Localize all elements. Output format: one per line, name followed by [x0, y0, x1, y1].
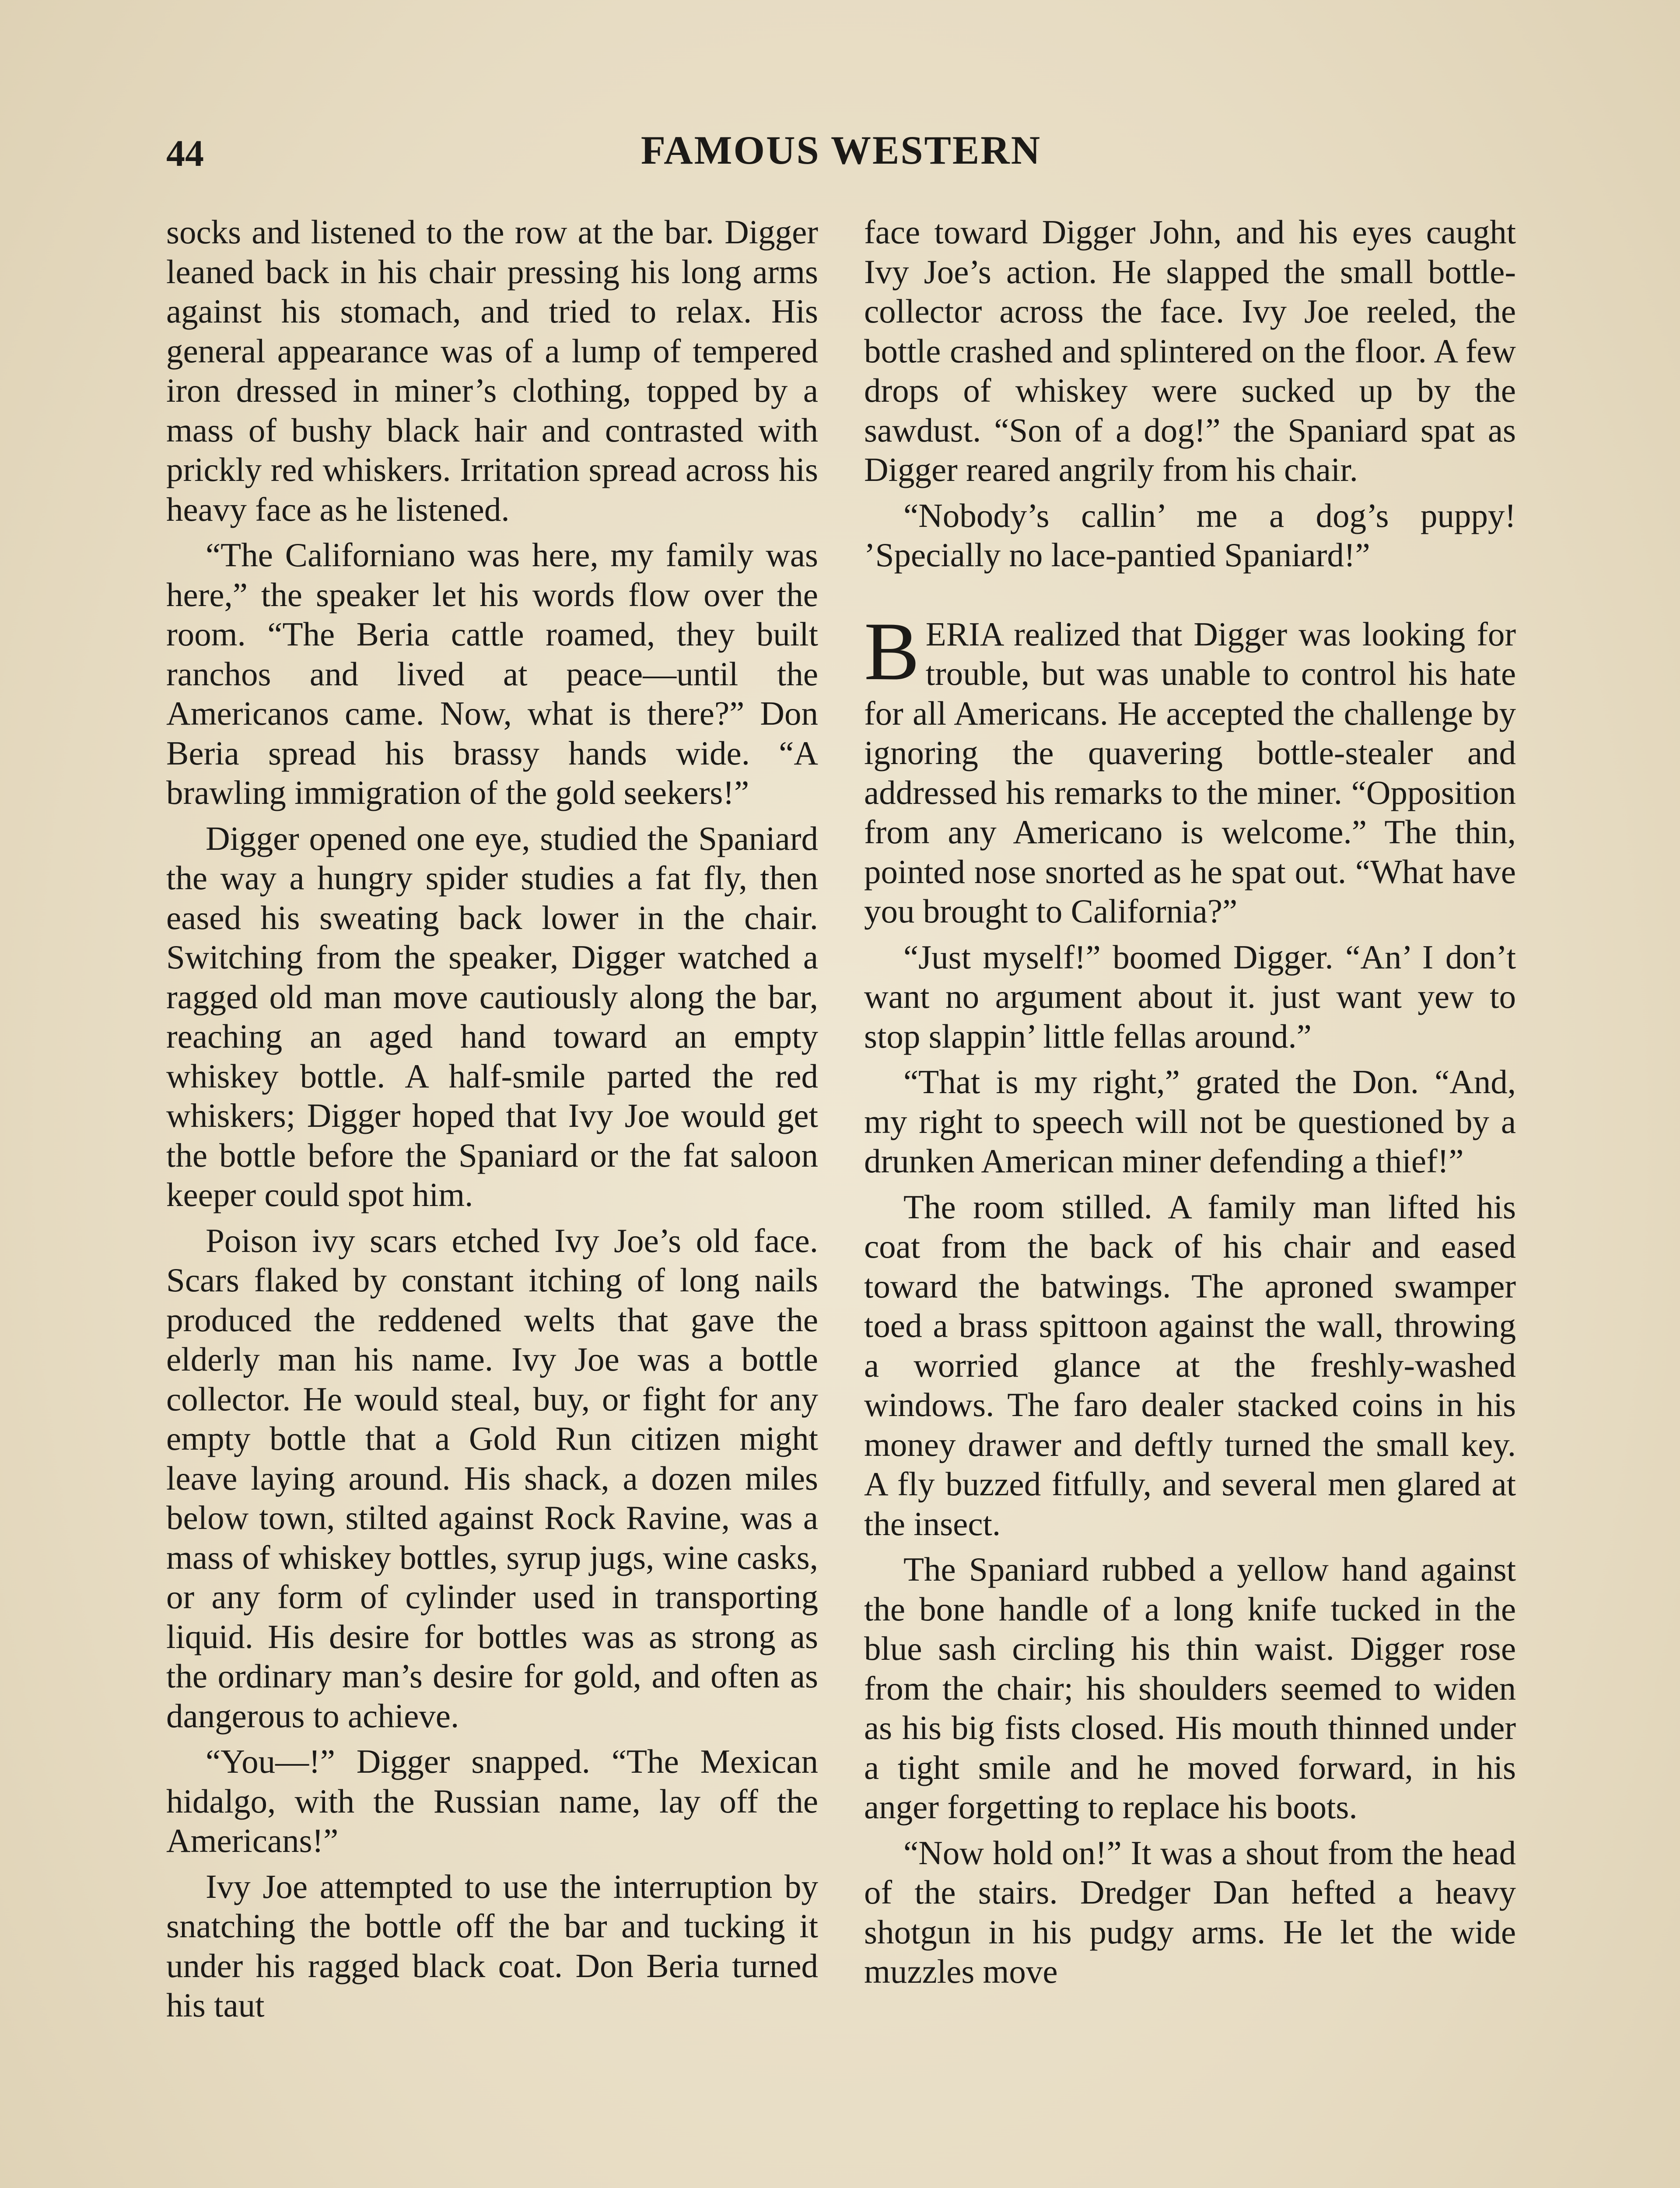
- right-column: [864, 212, 1516, 2188]
- drop-cap: B: [864, 605, 920, 698]
- paragraph: Ivy Joe attempted to use the interruption by snatching the bottle off the bar and tucking it under his ragged black coat. Don Beria turned his taut: [166, 1867, 818, 2024]
- paragraph: Poison ivy scars etched Ivy Joe’s old face. Scars flaked by constant itching of long nails produced the reddened welts that gave the elderly man his name. Ivy Joe was a bottle collector. He would steal, buy, or fight for any empty bottle that a Gold Run citizen might leave laying around. His shack, a dozen miles below town, stilted against Rock Ravine, was a mass of whiskey bottles, syrup jugs, wine casks, or any form of cylinder used in transporting liquid. His desire for bottles was as strong as the ordinary man’s desire for gold, and often as dangerous to achieve.: [166, 1221, 818, 1735]
- paragraph: socks and listened to the row at the bar. Digger leaned back in his chair pressing his long arms against his stomach, and tried to relax. His general appearance was of a lump of tempered iron dressed in miner’s clothing, topped by a mass of bushy black hair and contrasted with prickly red whiskers. Irritation spread across his heavy face as he listened.: [166, 213, 818, 528]
- paragraph: “The Californiano was here, my family was here,” the speaker let his words flow over the room. “The Beria cattle roamed, they built ranchos and lived at peace—until the Americanos came. Now, what is there?” Don Beria spread his brassy hands wide. “A brawling immigration of the gold seekers!”: [166, 536, 818, 811]
- section-opening-paragraph: [864, 605, 1516, 931]
- paragraph: “You—!” Digger snapped. “The Mexican hidalgo, with the Russian name, lay off the Americans!”: [166, 1743, 818, 1859]
- left-column: [166, 212, 818, 2188]
- paragraph: “That is my right,” grated the Don. “And, my right to speech will not be questioned by a drunken American miner defending a thief!”: [864, 1063, 1516, 1180]
- paragraph: The Spaniard rubbed a yellow hand against the bone handle of a long knife tucked in the blue sash circling his thin waist. Digger rose from the chair; his shoulders seemed to widen as his big fists closed. His mouth thinned under a tight smile and he moved forward, in his anger forgetting to replace his boots.: [864, 1550, 1516, 1826]
- paragraph: “Just myself!” boomed Digger. “An’ I don’t want no argument about it. just want yew to stop slappin’ little fellas around.”: [864, 938, 1516, 1055]
- paragraph: Digger opened one eye, studied the Spaniard the way a hungry spider studies a fat fly, then eased his sweating back lower in the chair. Switching from the speaker, Digger watched a ragged old man move cautiously along the bar, reaching an aged hand toward an empty whiskey bottle. A half-smile parted the red whiskers; Digger hoped that Ivy Joe would get the bottle before the Spaniard or the fat saloon keeper could spot him.: [166, 819, 818, 1213]
- paragraph: face toward Digger John, and his eyes caught Ivy Joe’s action. He slapped the small bottle-collector across the face. Ivy Joe reeled, the bottle crashed and splintered on the floor. A few drops of whiskey were sucked up by the sawdust. “Son of a dog!” the Spaniard spat as Digger reared angrily from his chair.: [864, 213, 1516, 488]
- page-number: 44: [166, 132, 204, 174]
- paragraph: “Nobody’s callin’ me a dog’s puppy! ’Specially no lace-pantied Spaniard!”: [864, 496, 1516, 574]
- page-header: [166, 123, 1516, 188]
- paragraph-text: ERIA realized that Digger was looking for trouble, but was unable to control his hate for all Americans. He accepted the challenge by ignoring the quavering bottle-stealer and addressed his remarks to the miner. “Opposition from any Americano is welcome.” The thin, pointed nose snorted as he spat out. “What have you brought to California?”: [864, 615, 1516, 930]
- paragraph: “Now hold on!” It was a shout from the head of the stairs. Dredger Dan hefted a heavy shotgun in his pudgy arms. He let the wide muzzles move: [864, 1834, 1516, 1990]
- paragraph: The room stilled. A family man lifted his coat from the back of his chair and eased toward the batwings. The aproned swamper toed a brass spittoon against the wall, throwing a worried glance at the freshly-washed windows. The faro dealer stacked coins in his money drawer and deftly turned the small key. A fly buzzed fitfully, and several men glared at the insect.: [864, 1188, 1516, 1543]
- magazine-title: FAMOUS WESTERN: [640, 128, 1042, 172]
